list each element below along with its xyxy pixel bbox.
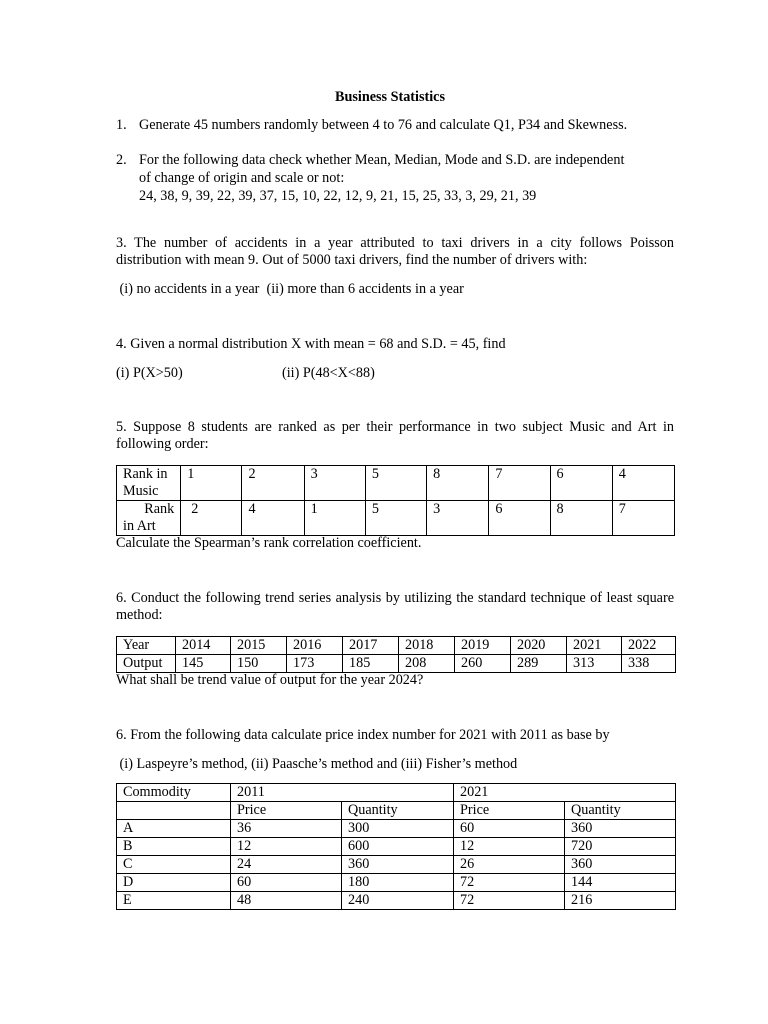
quantity-cell: 360 — [342, 856, 454, 874]
output-cell: 185 — [343, 655, 399, 673]
year-label: Year — [117, 637, 176, 655]
price-cell: 12 — [231, 838, 342, 856]
output-cell: 313 — [567, 655, 622, 673]
year-cell: 2022 — [622, 637, 676, 655]
commodity-cell: E — [117, 892, 231, 910]
table-row — [117, 892, 676, 910]
trend-row-output — [117, 655, 676, 673]
q2-data: 24, 38, 9, 39, 22, 39, 37, 15, 10, 22, 12, 9, 21, 15, 25, 33, 3, 29, 21, 39 — [139, 188, 537, 204]
year-cell: 2020 — [511, 637, 567, 655]
rank-cell: 2 — [242, 466, 304, 501]
rank-row-music — [117, 466, 675, 501]
quantity-cell: 216 — [565, 892, 676, 910]
output-cell: 150 — [231, 655, 287, 673]
table-row — [117, 856, 676, 874]
output-cell: 289 — [511, 655, 567, 673]
q2-number: 2. — [116, 152, 127, 168]
price-cell: 12 — [454, 838, 565, 856]
q6-after: What shall be trend value of output for the year 2024? — [116, 672, 424, 688]
empty-cell — [117, 802, 231, 820]
document-title: Business Statistics — [335, 89, 445, 105]
price-index-table — [116, 783, 676, 910]
price-cell: 26 — [454, 856, 565, 874]
rank-cell: 7 — [612, 501, 674, 536]
trend-table — [116, 636, 676, 673]
rank-cell: 5 — [365, 466, 426, 501]
year-cell: 2019 — [455, 637, 511, 655]
year-cell: 2021 — [567, 637, 622, 655]
rank-cell: 8 — [550, 501, 612, 536]
price-header-years — [117, 784, 676, 802]
quantity-cell: 240 — [342, 892, 454, 910]
rank-cell: 5 — [365, 501, 426, 536]
year-cell: 2014 — [176, 637, 231, 655]
q4-part1: (i) P(X>50) — [116, 365, 183, 381]
rank-cell: 7 — [489, 466, 550, 501]
q2-line2: of change of origin and scale or not: — [139, 170, 345, 186]
year1-header: 2011 — [231, 784, 454, 802]
table-row — [117, 874, 676, 892]
price-cell: 60 — [454, 820, 565, 838]
price-cell: 60 — [231, 874, 342, 892]
output-label: Output — [117, 655, 176, 673]
quantity-cell: 720 — [565, 838, 676, 856]
quantity-cell: 360 — [565, 820, 676, 838]
q4-text: 4. Given a normal distribution X with mean = 68 and S.D. = 45, find — [116, 336, 506, 352]
quantity-cell: 360 — [565, 856, 676, 874]
q3-parts: (i) no accidents in a year (ii) more than 6 accidents in a year — [116, 281, 464, 297]
year-cell: 2015 — [231, 637, 287, 655]
output-cell: 338 — [622, 655, 676, 673]
q2-line1: For the following data check whether Mean, Median, Mode and S.D. are independent — [139, 152, 625, 168]
output-cell: 173 — [287, 655, 343, 673]
rank-cell: 2 — [181, 501, 242, 536]
q3-text: 3. The number of accidents in a year attributed to taxi drivers in a city follows Poisson distribution with mean 9. Out of 5000 taxi drivers, find the number of drivers with: — [116, 235, 674, 268]
year-cell: 2018 — [399, 637, 455, 655]
rank-cell: 4 — [242, 501, 304, 536]
rank-cell: 4 — [612, 466, 674, 501]
price-header: Price — [454, 802, 565, 820]
output-cell: 145 — [176, 655, 231, 673]
quantity-cell: 300 — [342, 820, 454, 838]
q1-number: 1. — [116, 117, 127, 133]
year-cell: 2016 — [287, 637, 343, 655]
q6-text: 6. Conduct the following trend series analysis by utilizing the standard technique of least square method: — [116, 590, 674, 623]
q5-after: Calculate the Spearman’s rank correlation coefficient. — [116, 535, 422, 551]
rank-cell: 6 — [489, 501, 550, 536]
quantity-cell: 144 — [565, 874, 676, 892]
price-header-sub — [117, 802, 676, 820]
rank-label-line1: Rank — [144, 501, 175, 517]
commodity-cell: C — [117, 856, 231, 874]
commodity-cell: D — [117, 874, 231, 892]
table-row — [117, 820, 676, 838]
rank-row-art — [117, 501, 675, 536]
rank-cell: 1 — [304, 501, 365, 536]
rank-table — [116, 465, 675, 536]
q1-text: Generate 45 numbers randomly between 4 to 76 and calculate Q1, P34 and Skewness. — [139, 117, 628, 133]
commodity-header: Commodity — [117, 784, 231, 802]
price-cell: 36 — [231, 820, 342, 838]
rank-cell: 3 — [427, 501, 489, 536]
trend-row-year — [117, 637, 676, 655]
q5-text: 5. Suppose 8 students are ranked as per their performance in two subject Music and Art in following order: — [116, 419, 674, 452]
rank-cell: 6 — [550, 466, 612, 501]
quantity-cell: 180 — [342, 874, 454, 892]
output-cell: 208 — [399, 655, 455, 673]
price-cell: 72 — [454, 874, 565, 892]
quantity-header: Quantity — [342, 802, 454, 820]
output-cell: 260 — [455, 655, 511, 673]
commodity-cell: B — [117, 838, 231, 856]
year-cell: 2017 — [343, 637, 399, 655]
price-cell: 48 — [231, 892, 342, 910]
table-row — [117, 838, 676, 856]
rank-cell: 8 — [427, 466, 489, 501]
q7-methods: (i) Laspeyre’s method, (ii) Paasche’s method and (iii) Fisher’s method — [116, 756, 518, 772]
rank-cell: 3 — [304, 466, 365, 501]
rank-row-label: Rank in Music — [117, 466, 181, 501]
price-cell: 24 — [231, 856, 342, 874]
q7-text: 6. From the following data calculate price index number for 2021 with 2011 as base by — [116, 727, 610, 743]
quantity-cell: 600 — [342, 838, 454, 856]
quantity-header: Quantity — [565, 802, 676, 820]
rank-row-label — [117, 501, 181, 536]
year2-header: 2021 — [454, 784, 676, 802]
rank-label-line2: in Art — [123, 518, 156, 534]
q4-part2: (ii) P(48<X<88) — [282, 365, 375, 381]
rank-cell: 1 — [181, 466, 242, 501]
commodity-cell: A — [117, 820, 231, 838]
price-header: Price — [231, 802, 342, 820]
price-cell: 72 — [454, 892, 565, 910]
